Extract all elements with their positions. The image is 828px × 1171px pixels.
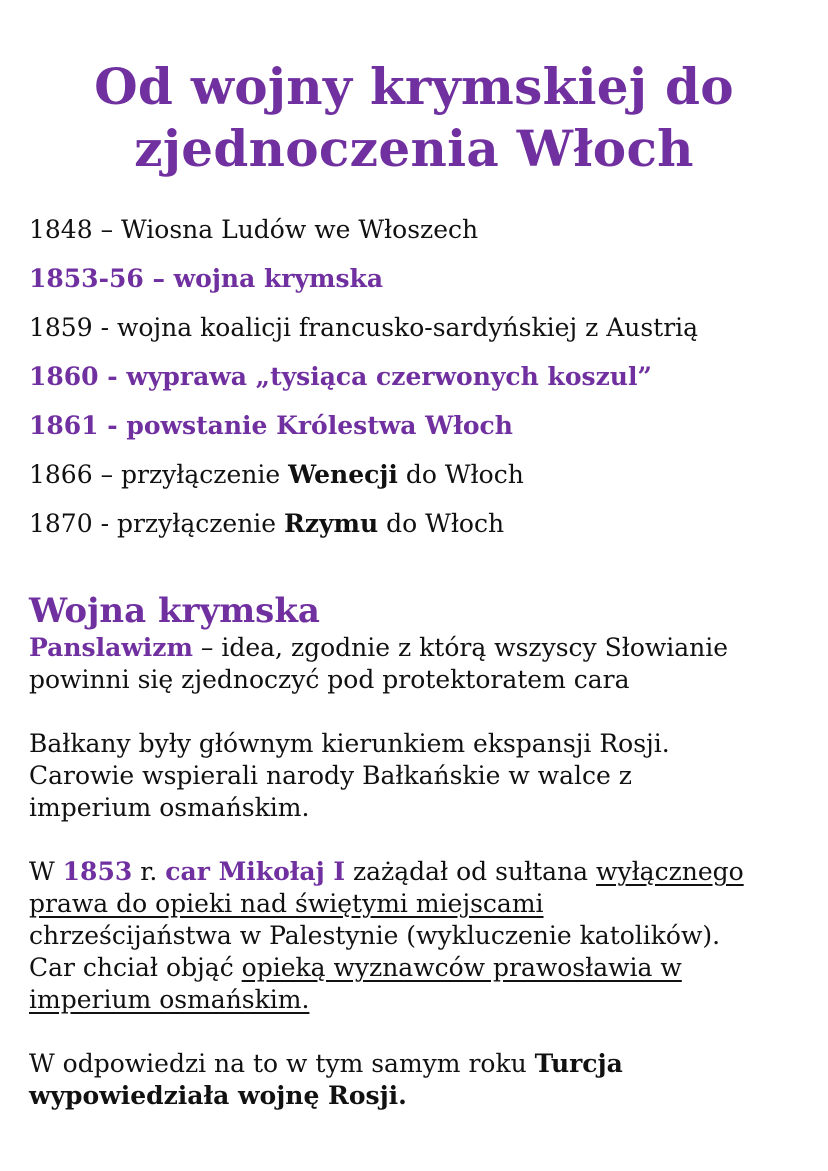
keyword-turcja: Turcja [534,1049,623,1078]
year-1853: 1853 [62,857,133,886]
paragraph-text: – idea, zgodnie z którą wszyscy Słowianie [192,633,729,662]
paragraph-text: Carowie wspierali narody Bałkańskie w walce z [29,761,632,790]
timeline-item [29,504,819,553]
section-crimean-war [29,590,819,1112]
paragraph-text: powinni się zjednoczyć pod protektoratem cara [29,665,630,694]
section-heading: Wojna krymska [29,591,320,631]
paragraph-text: zażądał od sułtana [345,857,597,886]
timeline-text: do Włoch [378,509,505,538]
timeline-text: 1866 – przyłączenie [29,460,289,489]
paragraph-turkey-response [29,1048,819,1112]
timeline-keyword: Rzymu [284,509,379,538]
title-line-2: zjednoczenia Włoch [134,119,694,178]
paragraph-text: Car chciał objąć [29,953,242,982]
title-line-1: Od wojny krymskiej do [94,57,734,116]
timeline-item [29,455,819,504]
timeline-item: 1848 – Wiosna Ludów we Włoszech [29,215,479,244]
paragraph-text: W [29,857,63,886]
underlined-text: prawa do opieki nad świętymi miejscami [29,889,544,918]
timeline-item-highlighted: 1861 - powstanie Królestwa Włoch [29,411,513,440]
paragraph-text: r. [132,857,166,886]
paragraph-text: W odpowiedzi na to w tym samym roku [29,1049,535,1078]
timeline [29,210,819,553]
keyword-declaration: wypowiedziała wojnę Rosji. [29,1081,407,1110]
page-title [0,56,828,180]
paragraph-text: imperium osmańskim. [29,793,310,822]
paragraph-balkans [29,728,819,824]
term-panslawizm: Panslawizm [29,633,193,662]
timeline-keyword: Wenecji [288,460,398,489]
paragraph-panslavism [29,632,819,696]
underlined-text: opieką wyznawców prawosławia w [241,953,682,982]
timeline-text: 1870 - przyłączenie [29,509,285,538]
timeline-item: 1859 - wojna koalicji francusko-sardyńskiej z Austrią [29,313,699,342]
underlined-text: imperium osmańskim. [29,985,310,1014]
tsar-nicholas: car Mikołaj I [165,857,346,886]
paragraph-text: chrześcijaństwa w Palestynie (wykluczenie katolików). [29,921,721,950]
paragraph-1853-demand [29,856,819,1016]
timeline-item-highlighted: 1860 - wyprawa „tysiąca czerwonych koszul” [29,362,652,391]
paragraph-text: Bałkany były głównym kierunkiem ekspansji Rosji. [29,729,670,758]
underlined-text: wyłącznego [596,857,744,886]
timeline-item-highlighted: 1853-56 – wojna krymska [29,264,384,293]
timeline-text: do Włoch [397,460,524,489]
